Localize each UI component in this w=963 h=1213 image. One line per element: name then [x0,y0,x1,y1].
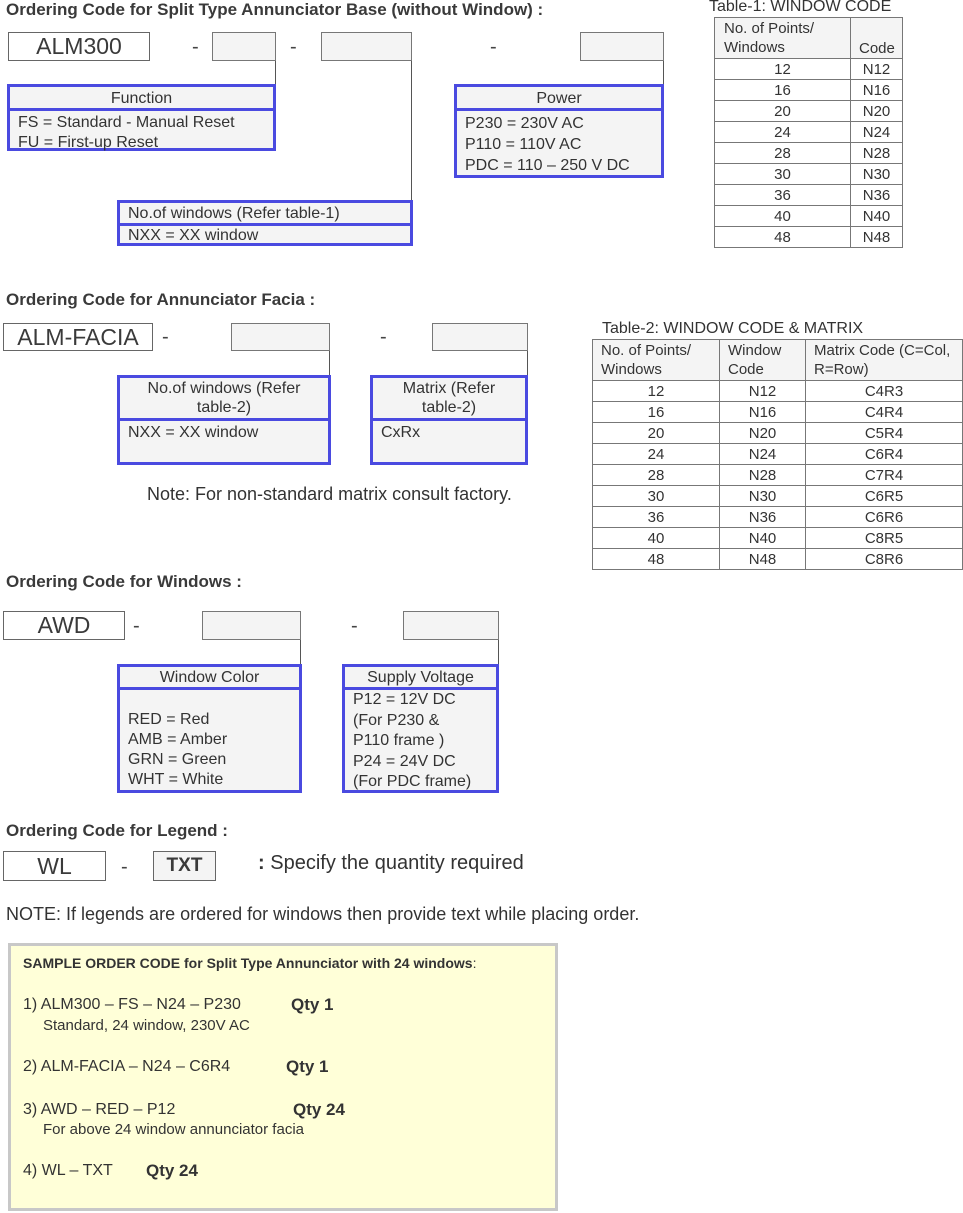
table2-title: Table-2: WINDOW CODE & MATRIX [602,320,864,337]
sample-item-3-code: 3) AWD – RED – P12 [23,1101,176,1118]
table-cell: C6R5 [806,486,963,507]
table-row [715,143,903,164]
power-title: Power [457,87,661,111]
table-cell: 36 [593,507,720,528]
color-option: GRN = Green [128,751,227,768]
table-cell: C8R5 [806,528,963,549]
power-options [457,111,661,176]
dash-3: - [490,36,497,58]
matrix-box [370,375,528,465]
table-cell: N20 [851,101,903,122]
table-cell: N48 [720,549,806,570]
table-cell: N48 [851,227,903,248]
table-row [593,381,963,402]
sample-title-line [23,955,476,971]
table-cell: C4R3 [806,381,963,402]
window-color-slot[interactable] [202,611,301,640]
sample-item-1-code: 1) ALM300 – FS – N24 – P230 [23,996,241,1013]
supply-voltage-options [345,690,496,793]
supply-voltage-slot[interactable] [403,611,499,640]
table1 [714,17,903,248]
table-cell: N36 [851,185,903,206]
table-cell: N16 [720,402,806,423]
table-row [593,465,963,486]
table-row [715,80,903,101]
function-options [10,111,273,153]
table-row [593,507,963,528]
voltage-option: P12 = 12V DC [353,691,456,708]
connector-line [527,351,528,375]
color-option: RED = Red [128,711,210,728]
table1-title: Table-1: WINDOW CODE [709,0,892,15]
dash-6: - [133,615,140,637]
connector-line [498,640,499,664]
sample-item-2-code: 2) ALM-FACIA – N24 – C6R4 [23,1058,231,1075]
connector-line [300,640,301,664]
table-cell: N40 [851,206,903,227]
specify-label: Specify the quantity required [270,852,524,874]
sample-item-2-qty: Qty 1 [286,1057,329,1076]
voltage-option: (For P230 & [353,711,440,729]
dash-5: - [380,326,387,348]
power-option: PDC = 110 – 250 V DC [465,157,630,174]
legend-note: NOTE: If legends are ordered for windows then provide text while placing order. [6,904,640,924]
supply-voltage-title: Supply Voltage [345,667,496,690]
table1-header-points: No. of Points/ Windows [715,18,851,59]
specify-colon: : [258,852,265,874]
table-cell: 20 [593,423,720,444]
table-cell: N24 [851,122,903,143]
dash-8: - [121,856,128,878]
sample-title: SAMPLE ORDER CODE for Split Type Annunciator with 24 windows [23,955,473,971]
table-cell: N20 [720,423,806,444]
table-cell: 16 [593,402,720,423]
dash-4: - [162,326,169,348]
function-box [7,84,276,151]
power-code-slot[interactable] [580,32,664,61]
function-code-slot[interactable] [212,32,276,61]
table1-header-code: Code [851,18,903,59]
table-cell: C4R4 [806,402,963,423]
table-row [593,549,963,570]
table-row [715,185,903,206]
color-option: AMB = Amber [128,731,228,748]
matrix-slot[interactable] [432,323,528,351]
table-cell: 28 [715,143,851,164]
table2 [592,339,963,570]
table-cell: N36 [720,507,806,528]
power-option: P230 = 230V AC [465,115,584,132]
table-cell: 12 [715,59,851,80]
wl-code-box: WL [3,851,106,881]
power-option: P110 = 110V AC [465,136,582,153]
table-cell: 24 [715,122,851,143]
table-row [715,101,903,122]
connector-line [275,61,276,85]
table2-header-row [593,340,963,381]
table-row [593,423,963,444]
table-cell: C6R6 [806,507,963,528]
table-cell: C8R6 [806,549,963,570]
section4-heading: Ordering Code for Legend : [6,821,228,840]
alm-facia-code-box: ALM-FACIA [3,323,153,351]
table-cell: 40 [593,528,720,549]
function-title: Function [10,87,273,111]
facia-windows-option: NXX = XX window [128,424,259,441]
sample-item-3-qty: Qty 24 [293,1100,345,1119]
table-cell: 30 [593,486,720,507]
connector-line [663,61,664,85]
table-row [593,528,963,549]
sample-item-1-qty: Qty 1 [291,995,334,1014]
table-row [715,227,903,248]
table2-header-matrix-code: Matrix Code (C=Col, R=Row) [806,340,963,381]
table-row [593,486,963,507]
sample-item-4-code: 4) WL – TXT [23,1162,113,1179]
function-option: FS = Standard - Manual Reset [18,114,235,131]
table-cell: 48 [715,227,851,248]
sample-order-box [8,943,558,1211]
table-cell: N28 [720,465,806,486]
color-option: WHT = White [128,771,224,788]
sample-item-3-desc: For above 24 window annunciator facia [43,1121,304,1138]
table2-header-window-code: Window Code [720,340,806,381]
facia-note: Note: For non-standard matrix consult factory. [147,484,512,504]
table2-header-points: No. of Points/ Windows [593,340,720,381]
facia-windows-title: No.of windows (Refer table-2) [120,378,328,421]
facia-windows-slot[interactable] [231,323,330,351]
matrix-option: CxRx [381,424,421,441]
table1-header-row [715,18,903,59]
table-cell: 28 [593,465,720,486]
windows-option: NXX = XX window [128,227,259,244]
table-row [715,206,903,227]
dash-1: - [192,36,199,58]
function-option: FU = First-up Reset [18,134,159,151]
voltage-option: (For PDC frame) [353,773,472,790]
window-color-box [117,664,302,793]
awd-code-box: AWD [3,611,125,640]
table-cell: N30 [720,486,806,507]
window-color-options [120,690,299,790]
table-cell: 20 [715,101,851,122]
table-cell: C6R4 [806,444,963,465]
window-color-title: Window Color [120,667,299,690]
alm300-code-box: ALM300 [8,32,150,61]
table-cell: N28 [851,143,903,164]
matrix-title: Matrix (Refer table-2) [373,378,525,421]
table-cell: N12 [720,381,806,402]
section1-heading: Ordering Code for Split Type Annunciator Base (without Window) : [6,0,544,19]
dash-7: - [351,615,358,637]
table-cell: N40 [720,528,806,549]
table-cell: 12 [593,381,720,402]
table-row [715,122,903,143]
table-cell: N24 [720,444,806,465]
facia-windows-box [117,375,331,465]
table-cell: N30 [851,164,903,185]
voltage-option: P24 = 24V DC [353,752,456,770]
windows-code-slot[interactable] [321,32,412,61]
dash-2: - [290,36,297,58]
table-cell: N12 [851,59,903,80]
table-cell: C5R4 [806,423,963,444]
table-cell: C7R4 [806,465,963,486]
windows-box [117,200,413,246]
voltage-option: P110 frame ) [353,732,445,749]
specify-quantity-text [258,852,524,875]
connector-line [329,351,330,375]
table-cell: 40 [715,206,851,227]
supply-voltage-box [342,664,499,793]
table-row [593,402,963,423]
table-cell: 24 [593,444,720,465]
table-cell: 30 [715,164,851,185]
table-cell: 36 [715,185,851,206]
table-cell: 16 [715,80,851,101]
table-cell: N16 [851,80,903,101]
sample-item-4-qty: Qty 24 [146,1161,198,1180]
sample-item-1-desc: Standard, 24 window, 230V AC [43,1017,250,1034]
sample-title-colon: : [472,955,477,971]
section2-heading: Ordering Code for Annunciator Facia : [6,290,316,309]
table-row [715,164,903,185]
windows-title: No.of windows (Refer table-1) [120,203,410,226]
connector-line [411,61,412,201]
power-box [454,84,664,178]
table-row [593,444,963,465]
txt-code-box: TXT [153,851,216,881]
table-cell: 48 [593,549,720,570]
section3-heading: Ordering Code for Windows : [6,572,242,591]
table-row [715,59,903,80]
